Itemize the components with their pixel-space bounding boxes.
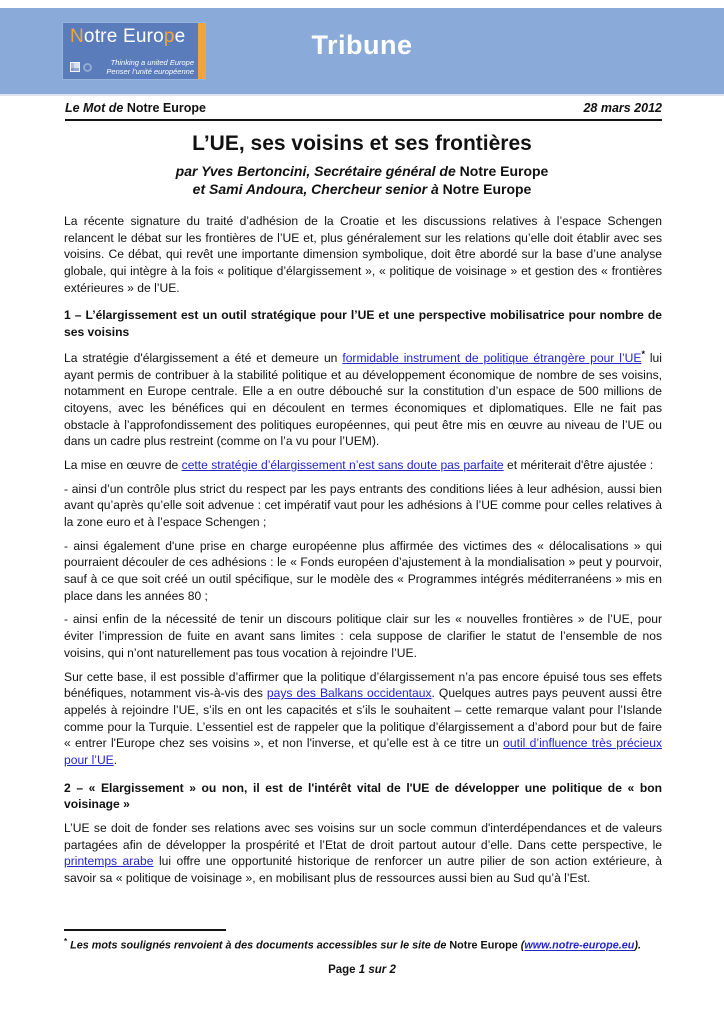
text-run: 2 – « Elargissement » ou non, il est de l'intérêt vital de l'UE de développer une politique de « bon voisinage » [64,780,662,812]
text-run: - ainsi d’un contrôle plus strict du respect par les pays entrants des conditions liées à leur adhésion, aussi bien avant qu’après qu’elle soit advenue : cet impératif vaut pour les adhésions à l’UE comme pour celles relatives à la zone euro et à l’espace Schengen ; [64,481,662,530]
header-banner [0,8,724,96]
logo-main [63,23,198,79]
logo-letter-n: N [70,26,84,47]
text-run: La stratégie d'élargissement a été et demeure un [64,350,343,365]
text-run: La mise en œuvre de [64,457,182,472]
byline-1-text: par Yves Bertoncini, Secrétaire général de [175,163,460,179]
footnote-body: Les mots soulignés renvoient à des documents accessibles sur le site de [70,939,450,952]
paragraph [64,669,662,769]
title-block [0,132,724,198]
logo-taglines [96,58,194,76]
page-sur: sur [368,964,387,976]
text-run: lui offre une opportunité historique de renforcer un autre pilier de son action extérieure, à savoir sa « politique de voisinage », en mobilisant plus de ressources aussi bien au Sud qu’à l’Est. [64,854,662,886]
footnote-asterisk: * [64,937,68,946]
meta-row [65,101,662,121]
logo-letter-p: p [163,26,175,47]
text-run: . [113,752,118,767]
inline-link[interactable]: printemps arabe [64,854,154,869]
inline-link[interactable]: cette stratégie d’élargissement n’est sans doute pas parfaite [181,457,504,472]
footnote-separator [64,929,226,931]
byline-2 [0,180,724,198]
window-grid-icon [70,62,80,72]
paragraph [64,481,662,531]
section-heading [64,307,662,340]
page-footer [0,964,724,976]
footnote-paren-close: ). [634,939,641,952]
paragraph [64,820,662,887]
paragraph [64,213,662,296]
text-run: Sur cette base, il est possible d’affirmer que la politique d’élargissement n’a pas encore épuisé tous ses effets bénéfiques, notamment vis-à-vis des [64,669,662,701]
footnote-paren-open: ( [517,939,525,952]
text-run: et mériterait d'être ajustée : [503,457,654,472]
byline-1 [0,162,724,180]
logo-tagline-fr: Penser l’unité européenne [106,67,194,76]
notre-europe-logo [63,23,205,79]
series-title [65,101,206,115]
footnote-text [64,935,662,953]
logo-tagline-en: Thinking a united Europe [110,58,194,67]
logo-letter-e: e [174,26,186,47]
logo-icons [70,62,92,72]
paragraph [64,538,662,605]
footnote-link[interactable]: www.notre-europe.eu [524,939,635,952]
text-run: . Quelques autres pays peuvent aussi être appelés à rejoindre l’UE, s’ils en ont les capacités et s’ils le souhaitent – cette remarque valant pour l’Islande comme pour la Turquie. L’essentiel est de rappeler que la politique d’élargissement a d’abord pour but de faire « entrer l'Europe chez ses voisins », et non l'inverse, et qu’elle est à ce titre un [64,686,662,751]
page-total: 2 [389,964,396,976]
paragraph [64,348,662,450]
logo-wordmark [70,27,194,47]
text-run: - ainsi également d'une prise en charge européenne plus affirmée des victimes des « délocalisations » qui pourraient découler de ces adhésions : le « Fonds européen d’ajustement à la mondialisation » peut y pourvoir, sauf à ce que soit créé un outil spécifique, sur le modèle des « Programmes intégrés méditerranéens » mis en place dans les années 80 ; [64,538,662,603]
byline-2-org: Notre Europe [442,181,532,197]
paragraph [64,457,662,474]
byline-1-org: Notre Europe [459,163,549,179]
text-run: - ainsi enfin de la nécessité de tenir un discours politique clair sur les « nouvelles frontières » de l’UE, pour éviter l’impression de fuite en avant sans limites : cela suppose de clarifier le statut de l’ensemble de nos voisins, qui n’ont naturellement pas tous vocation à rejoindre l’UE. [64,612,662,660]
text-run: L’UE se doit de fonder ses relations avec ses voisins sur un socle commun d'interdépendances et de valeurs partagées afin de développer la prospérité et l’Etat de droit partout autour d’elle. Dans cette perspective, le [64,821,662,852]
circle-icon [83,63,92,72]
byline-2-text: et Sami Andoura, Chercheur senior à [192,181,443,197]
logo-subrow [70,58,194,76]
publication-date: 28 mars 2012 [583,101,662,115]
text-run: La récente signature du traité d’adhésion de la Croatie et les discussions relatives à l’espace Schengen relancent le débat sur les frontières de l’UE et, plus généralement sur les relations qu’elle doit établir avec ses voisins. Ce débat, qui revêt une importante dimension symbolique, doit être abordé sur la base d’une analyse globale, qui intègre à la fois « politique d’élargissement », « politique de voisinage » et gestion des « frontières extérieures » de l’UE. [64,214,662,295]
footnote-ref: * [641,348,645,359]
footnote [64,929,662,953]
article-body [64,213,662,924]
logo-text-mid: otre Euro [83,26,164,47]
series-label: Le Mot de [65,101,127,115]
section-heading [64,780,662,813]
page-number: 1 [358,964,366,976]
paragraph [64,611,662,661]
inline-link[interactable]: pays des Balkans occidentaux [266,686,432,701]
article-title: L’UE, ses voisins et ses frontières [192,132,532,155]
footnote-org: Notre Europe [449,939,518,952]
banner-title: Tribune [311,30,413,60]
logo-orange-bar [198,23,205,79]
text-run: 1 – L’élargissement est un outil stratégique pour l’UE et une perspective mobilisatrice pour nombre de ses voisins [64,308,662,340]
text-run: lui ayant permis de contribuer à la stabilité politique et au développement économique de nombre de ses voisins, notamment en Europe centrale. Elle a en outre débouché sur la constitution d’un espace de 500 millions de citoyens, avec les bénéfices qui en découlent en termes économiques et diplomatiques. Elle ne fait pas obstacle à l’approfondissement des politiques européennes, qui peut être mis en œuvre au niveau de l’UE ou dans un cadre plus restreint (comme on l’a vu pour l’UEM). [64,350,662,449]
inline-link[interactable]: outil d’influence très précieux pour l’UE [64,736,662,767]
series-org: Notre Europe [126,101,206,115]
page-word: Page [328,964,356,976]
inline-link[interactable]: formidable instrument de politique étrangère pour l’UE [342,350,642,365]
